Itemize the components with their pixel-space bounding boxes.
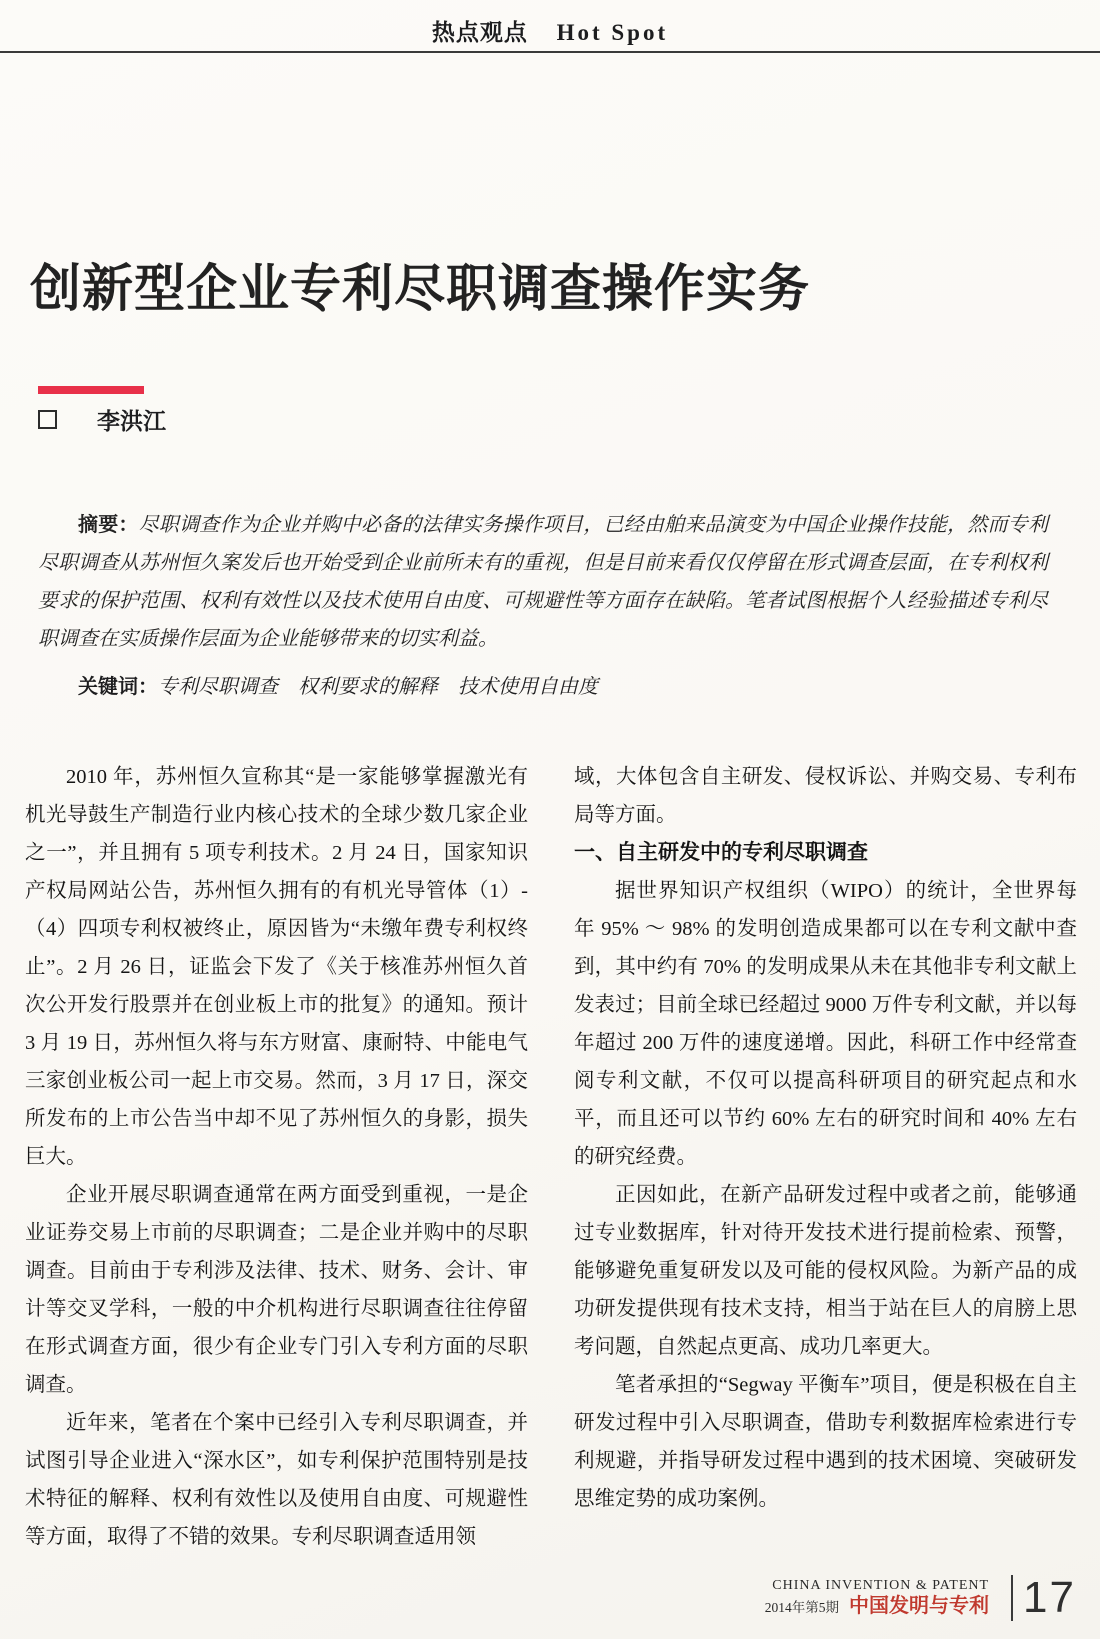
page-number: 17 [1023, 1573, 1076, 1622]
abstract-label: 摘要： [78, 514, 139, 536]
right-column [574, 758, 1077, 1556]
footer-divider [1011, 1575, 1013, 1621]
body-paragraph: 近年来，笔者在个案中已经引入专利尽职调查，并试图引导企业进入“深水区”，如专利保护范围特别是技术特征的解释、权利有效性以及使用自由度、可规避性等方面，取得了不错的效果。专利尽职调查适用领 [25, 1412, 528, 1548]
body-paragraph: 正因如此，在新产品研发过程中或者之前，能够通过专业数据库，针对待开发技术进行提前检索、预警，能够避免重复研发以及可能的侵权风险。为新产品的成功研发提供现有技术支持，相当于站在巨人的肩膀上思考问题，自然起点更高、成功几率更大。 [574, 1184, 1077, 1358]
section-title-zh: 热点观点 [431, 19, 528, 45]
section-title-en: Hot Spot [556, 20, 669, 45]
body-paragraph: 2010 年，苏州恒久宣称其“是一家能够掌握激光有机光导鼓生产制造行业内核心技术的全球少数几家企业之一”，并且拥有 5 项专利技术。2 月 24 日，国家知识产权局网站公告，苏州恒久拥有的有机光导管体（1）-（4）四项专利权被终止，原因皆为“未缴年费专利权终止”。2 月 26 日，证监会下发了《关于核准苏州恒久首次公开发行股票并在创业板上市的批复》的通知。预计 3 月 19 日，苏州恒久将与东方财富、康耐特、中能电气三家创业板公司一起上市交易。然而，3 月 17 日，深交所发布的上市公告当中却不见了苏州恒久的身影，损失巨大。 [25, 766, 528, 1168]
author-square-icon [38, 410, 57, 429]
author-name: 李洪江 [97, 408, 166, 434]
article-title: 创新型企业专利尽职调查操作实务 [30, 262, 811, 318]
header-divider-rule [0, 51, 1100, 53]
abstract-paragraph [38, 506, 1048, 658]
keywords [38, 668, 1048, 706]
keywords-terms: 专利尽职调查 权利要求的解释 技术使用自由度 [158, 676, 598, 698]
body-paragraph: 笔者承担的“Segway 平衡车”项目，便是积极在自主研发过程中引入尽职调查，借助专利数据库检索进行专利规避，并指导研发过程中遇到的技术困境、突破研发思维定势的成功案例。 [574, 1374, 1077, 1510]
running-head [0, 14, 1100, 47]
body-paragraph-continuation: 域，大体包含自主研发、侵权诉讼、并购交易、专利布局等方面。 [574, 766, 1077, 826]
body-columns [25, 758, 1077, 1556]
page-footer [765, 1573, 1076, 1623]
author-row [38, 403, 166, 436]
abstract-text: 尽职调查作为企业并购中必备的法律实务操作项目，已经由舶来品演变为中国企业操作技能，然而专利尽职调查从苏州恒久案发后也开始受到企业前所未有的重视，但是目前来看仅仅停留在形式调查层面，在专利权利要求的保护范围、权利有效性以及技术使用自由度、可规避性等方面存在缺陷。笔者试图根据个人经验描述专利尽职调查在实质操作层面为企业能够带来的切实利益。 [38, 514, 1049, 650]
abstract [38, 506, 1048, 658]
keywords-label: 关键词： [78, 676, 158, 698]
journal-name-en: CHINA INVENTION & PATENT [772, 1577, 990, 1593]
journal-name-zh: 中国发明与专利 [849, 1595, 990, 1618]
body-paragraph: 企业开展尽职调查通常在两方面受到重视，一是企业证券交易上市前的尽职调查；二是企业并购中的尽职调查。目前由于专利涉及法律、技术、财务、会计、审计等交叉学科，一般的中介机构进行尽职调查往往停留在形式调查方面，很少有企业专门引入专利方面的尽职调查。 [25, 1184, 528, 1396]
left-column [25, 758, 528, 1556]
issue-label: 2014年第5期 [764, 1600, 840, 1616]
byline [38, 386, 166, 436]
section-heading: 一、自主研发中的专利尽职调查 [574, 841, 868, 864]
footer-meta [765, 1577, 989, 1620]
issue-line [765, 1594, 989, 1619]
body-paragraph: 据世界知识产权组织（WIPO）的统计，全世界每年 95% ～ 98% 的发明创造成果都可以在专利文献中查到，其中约有 70% 的发明成果从未在其他非专利文献上发表过；目前全球已经超过 9000 万件专利文献，并以每年超过 200 万件的速度递增。因此，科研工作中经常查阅专利文献，不仅可以提高科研项目的研究起点和水平，而且还可以节约 60% 左右的研究时间和 40% 左右的研究经费。 [574, 880, 1077, 1168]
author-accent-bar [38, 386, 144, 394]
